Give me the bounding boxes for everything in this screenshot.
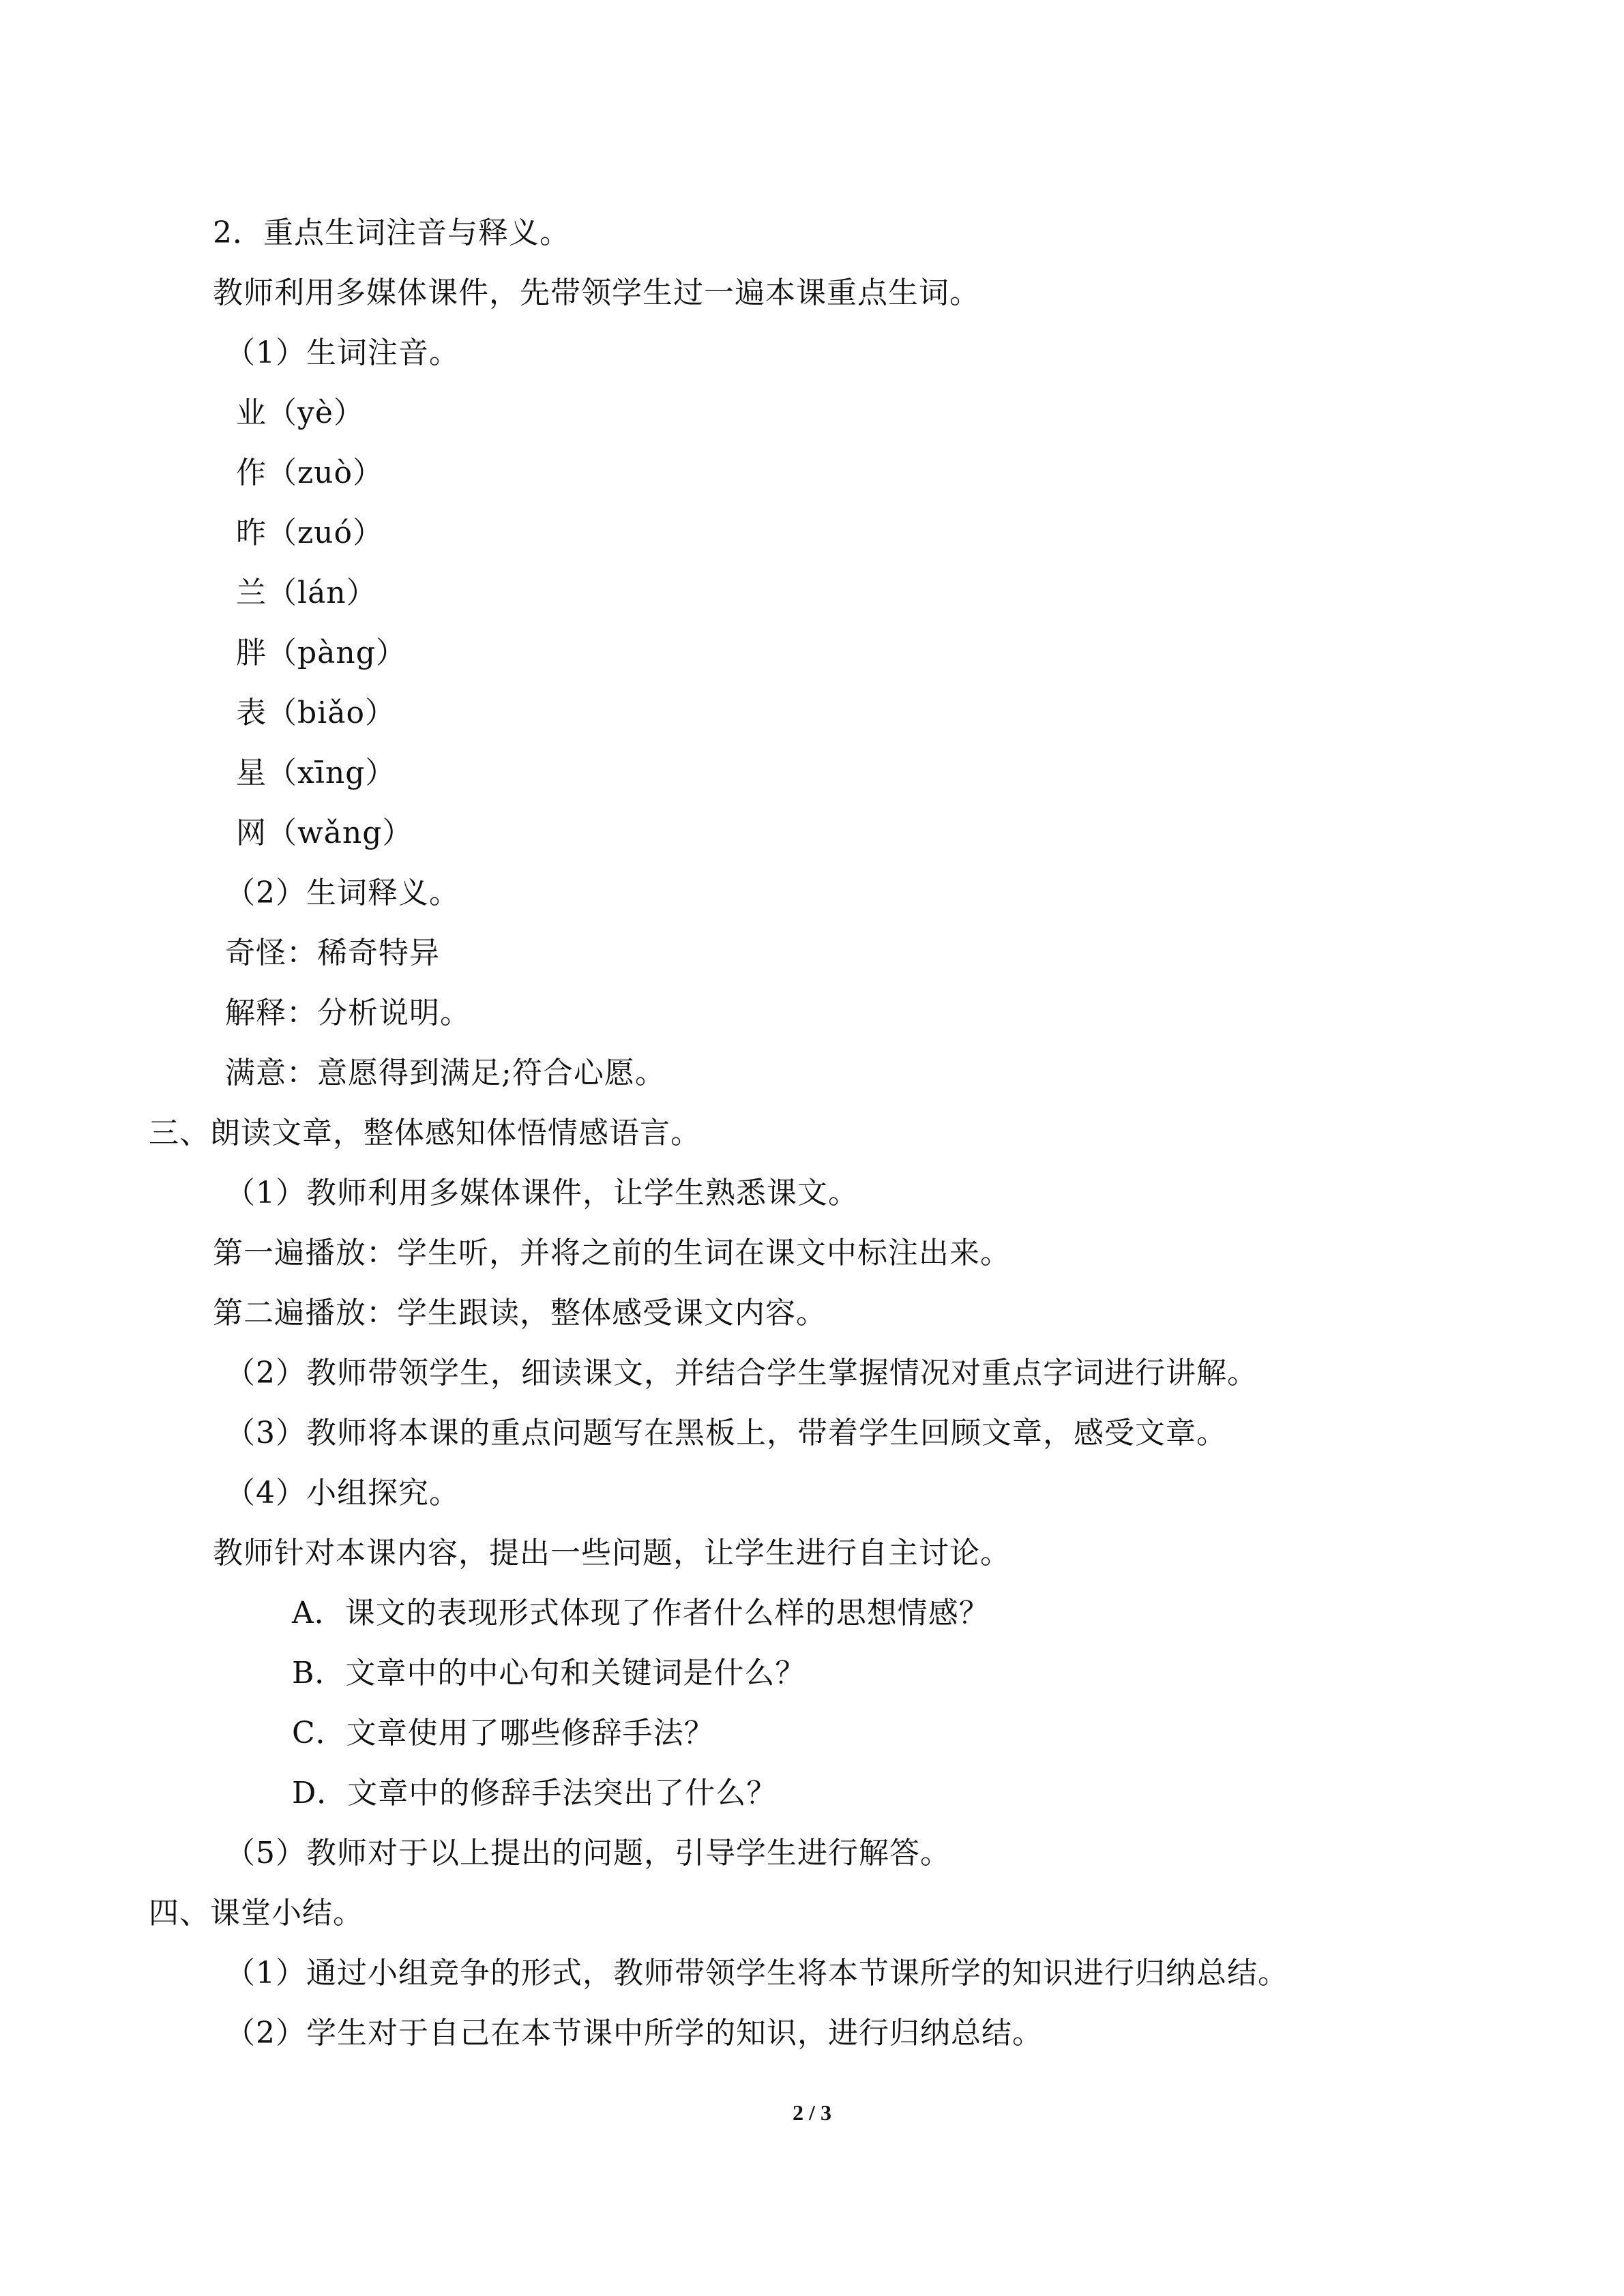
page-number: 2 / 3 bbox=[793, 2100, 831, 2125]
question-item: A．课文的表现形式体现了作者什么样的思想情感？ bbox=[292, 1596, 990, 1630]
text-line: 表（biǎo） bbox=[236, 696, 396, 730]
section-heading: 三、朗读文章，整体感知体悟情感语言。 bbox=[149, 1116, 701, 1150]
text-line: 解释：分析说明。 bbox=[225, 996, 471, 1030]
question-item: B．文章中的中心句和关键词是什么？ bbox=[292, 1656, 806, 1690]
section-heading: 四、课堂小结。 bbox=[149, 1896, 364, 1930]
text-line: （4）小组探究。 bbox=[225, 1476, 460, 1510]
text-line: 第二遍播放：学生跟读，整体感受课文内容。 bbox=[213, 1296, 827, 1330]
text-line: 奇怪：稀奇特异 bbox=[225, 936, 440, 970]
text-line: 作（zuò） bbox=[236, 456, 384, 490]
question-item: C．文章使用了哪些修辞手法？ bbox=[292, 1716, 715, 1750]
text-line: （1）生词注音。 bbox=[225, 336, 460, 370]
text-line: （2）教师带领学生，细读课文，并结合学生掌握情况对重点字词进行讲解。 bbox=[225, 1356, 1258, 1390]
text-line: 兰（lán） bbox=[236, 576, 377, 610]
text-line: 教师针对本课内容，提出一些问题，让学生进行自主讨论。 bbox=[213, 1536, 1011, 1570]
text-line: （1）通过小组竞争的形式，教师带领学生将本节课所学的知识进行归纳总结。 bbox=[225, 1956, 1288, 1991]
question-item: D．文章中的修辞手法突出了什么？ bbox=[292, 1776, 778, 1810]
text-line: 网（wǎng） bbox=[236, 816, 413, 850]
text-line: （5）教师对于以上提出的问题，引导学生进行解答。 bbox=[225, 1836, 951, 1870]
text-line: （3）教师将本课的重点问题写在黑板上，带着学生回顾文章，感受文章。 bbox=[225, 1416, 1227, 1450]
text-line: 教师利用多媒体课件，先带领学生过一遍本课重点生词。 bbox=[213, 275, 980, 310]
text-line: 胖（pàng） bbox=[236, 636, 407, 670]
text-line: 满意：意愿得到满足;符合心愿。 bbox=[225, 1056, 666, 1090]
text-line: （2）生词释义。 bbox=[225, 876, 460, 910]
text-line: 2．重点生词注音与释义。 bbox=[213, 215, 570, 250]
text-line: （1）教师利用多媒体课件，让学生熟悉课文。 bbox=[225, 1176, 859, 1210]
text-line: 星（xīng） bbox=[236, 756, 396, 790]
text-line: 第一遍播放：学生听，并将之前的生词在课文中标注出来。 bbox=[213, 1236, 1011, 1270]
text-line: 昨（zuó） bbox=[236, 516, 384, 550]
text-line: （2）学生对于自己在本节课中所学的知识，进行归纳总结。 bbox=[225, 2016, 1043, 2051]
text-line: 业（yè） bbox=[236, 396, 364, 430]
